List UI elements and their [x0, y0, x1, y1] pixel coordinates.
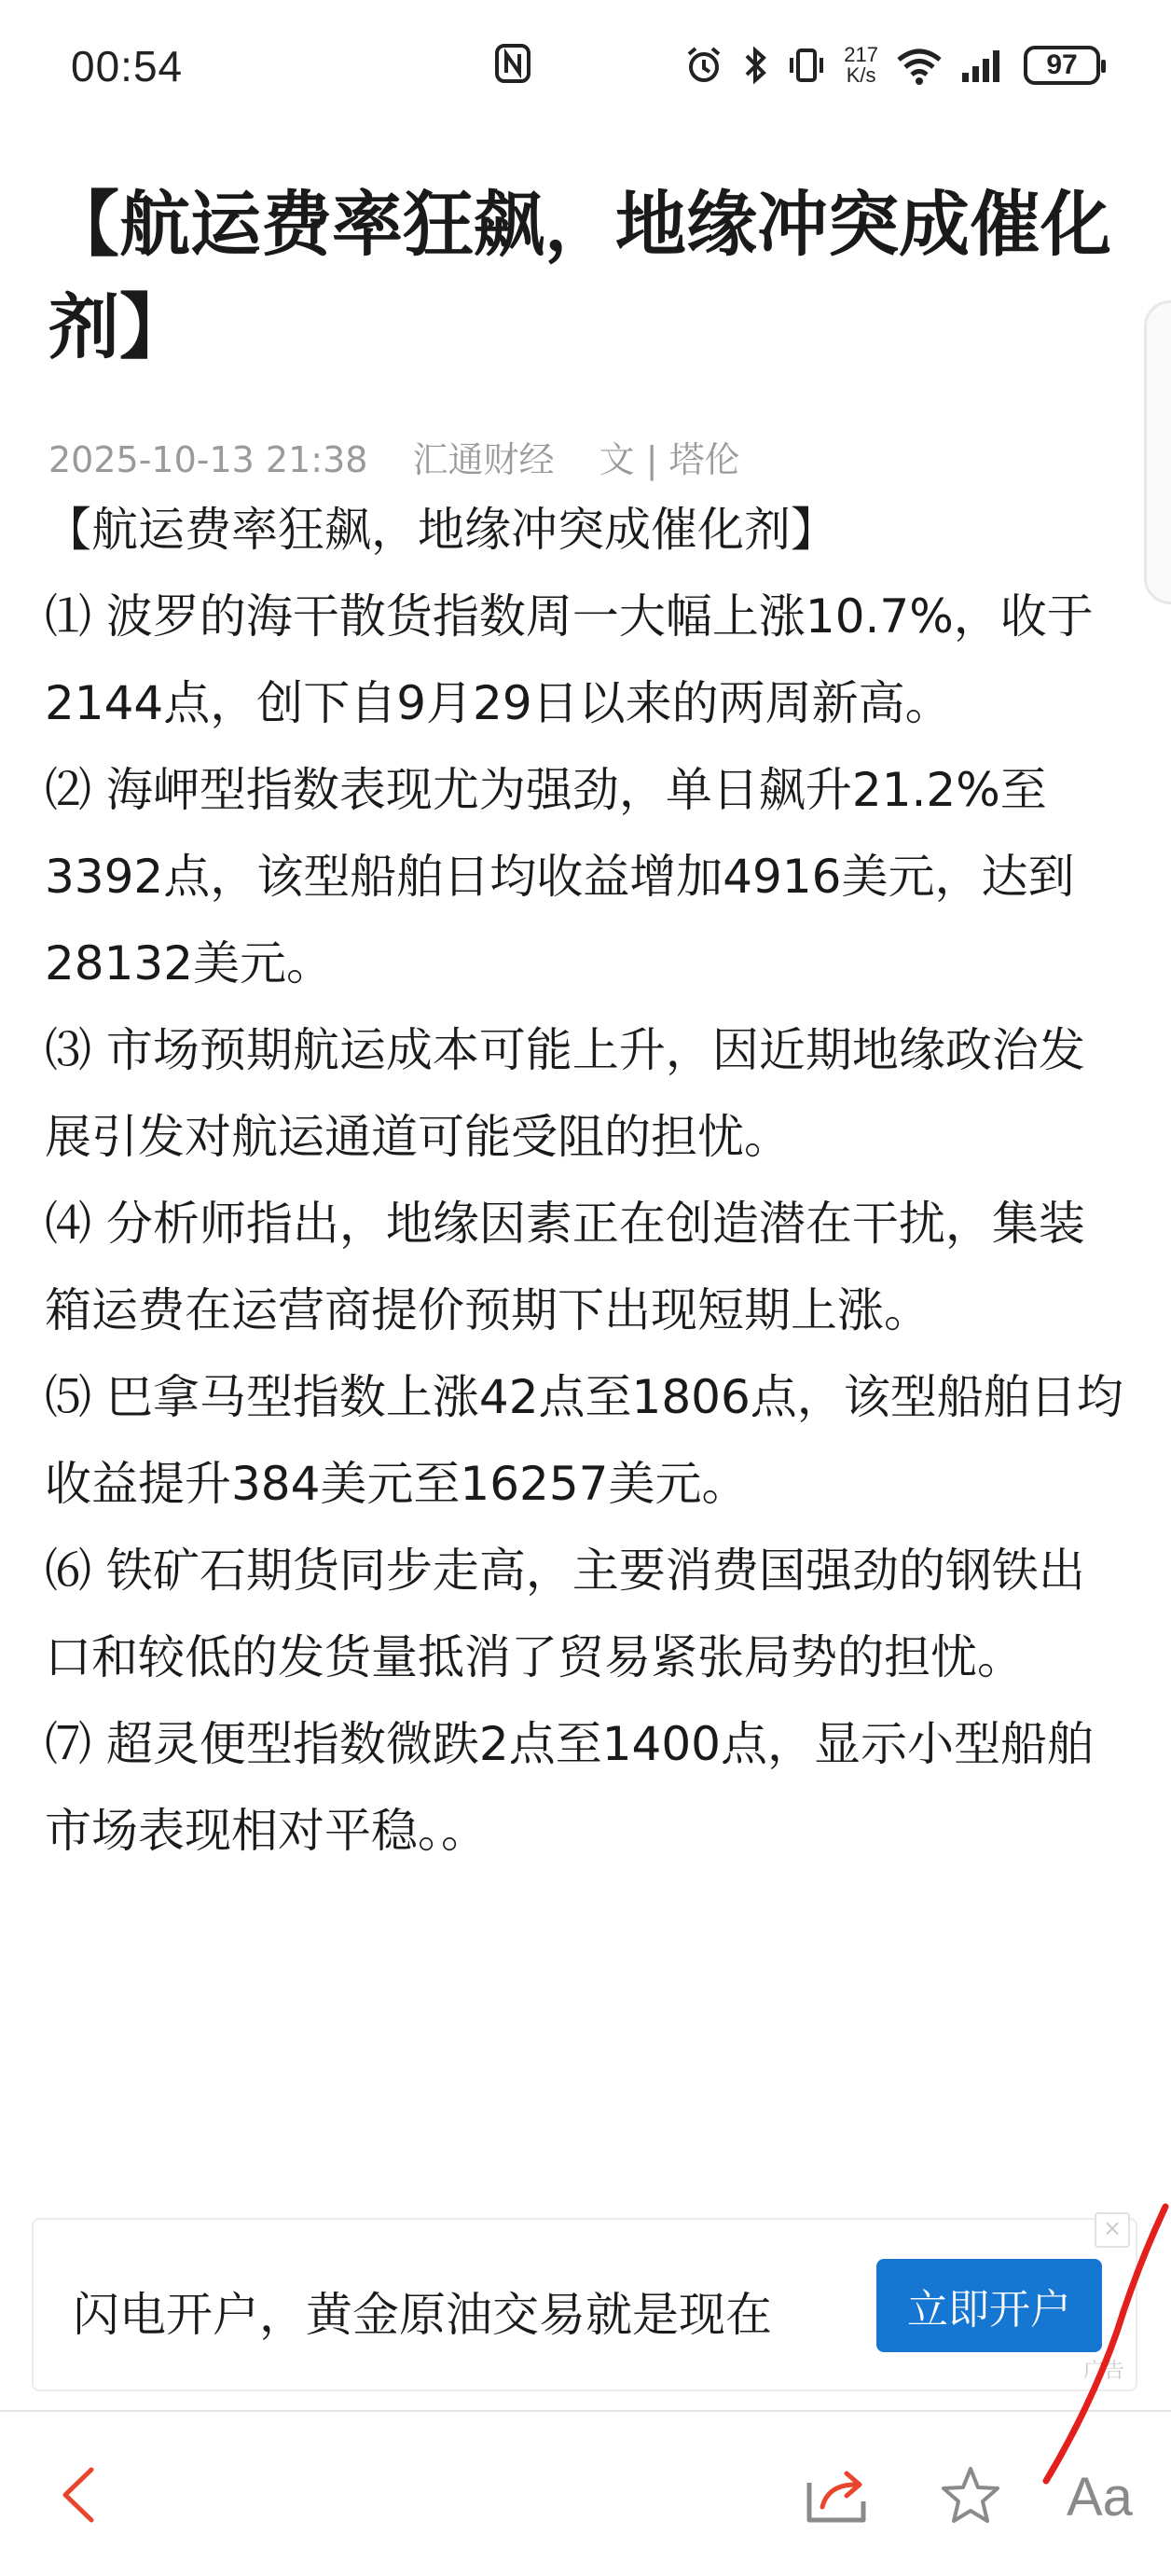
side-pull-tab[interactable]: [1144, 300, 1171, 604]
ad-close-icon[interactable]: ×: [1095, 2212, 1130, 2248]
paragraph: ⑷ 分析师指出，地缘因素正在创造潜在干扰，集装箱运费在运营商提价预期下出现短期上涨。: [45, 1197, 1085, 1337]
status-time: 00:54: [71, 42, 184, 90]
ad-banner[interactable]: [32, 2215, 1137, 2391]
article-meta: [48, 431, 774, 482]
paragraph: ⑹ 铁矿石期货同步走高，主要消费国强劲的钢铁出口和较低的发货量抵消了贸易紧张局势的担忧。: [45, 1544, 1085, 1684]
back-icon[interactable]: [52, 2462, 108, 2531]
paragraph: ⑶ 市场预期航运成本可能上升，因近期地缘政治发展引发对航运通道可能受阻的担忧。: [45, 1023, 1085, 1164]
paragraph: ⑺ 超灵便型指数微跌2点至1400点，显示小型船舶市场表现相对平稳。。: [45, 1717, 1094, 1858]
article-title: 【航运费率狂飙，地缘冲突成催化剂】: [48, 183, 1111, 368]
paragraph: ⑴ 波罗的海干散货指数周一大幅上涨10.7%，收于2144点，创下自9月29日以来的两周新高。: [45, 589, 1094, 730]
font-size-button[interactable]: Aa: [1067, 2467, 1133, 2528]
share-icon[interactable]: [802, 2462, 873, 2531]
battery-icon: 97: [1024, 46, 1100, 85]
nfc-icon: [494, 43, 531, 88]
favorite-star-icon[interactable]: [938, 2464, 1003, 2531]
article-author: 文 | 塔伦: [599, 439, 740, 480]
article-datetime: 2025-10-13 21:38: [48, 439, 368, 480]
bottom-toolbar: [0, 2410, 1171, 2576]
network-speed: 217 K/s: [844, 43, 878, 87]
vibrate-icon: [786, 45, 827, 86]
alarm-icon: [683, 45, 724, 86]
bluetooth-icon: [741, 45, 769, 86]
ad-label: 广告: [1082, 2360, 1124, 2383]
paragraph: ⑸ 巴拿马型指数上涨42点至1806点，该型船舶日均收益提升384美元至16257美元。: [45, 1370, 1123, 1511]
signal-icon: [960, 45, 1007, 86]
wifi-icon: [895, 45, 944, 86]
ad-text[interactable]: 闪电开户，黄金原油交易就是现在: [73, 2288, 772, 2342]
article-body: [45, 487, 1130, 1875]
open-account-button[interactable]: 立即开户: [876, 2259, 1102, 2352]
status-bar: [0, 0, 1171, 131]
article-source[interactable]: 汇通财经: [412, 439, 555, 480]
paragraph: ⑵ 海岬型指数表现尤为强劲，单日飙升21.2%至3392点，该型船舶日均收益增加4916美元，达到28132美元。: [45, 763, 1075, 990]
paragraph: 【航运费率狂飙，地缘冲突成催化剂】: [45, 503, 837, 557]
